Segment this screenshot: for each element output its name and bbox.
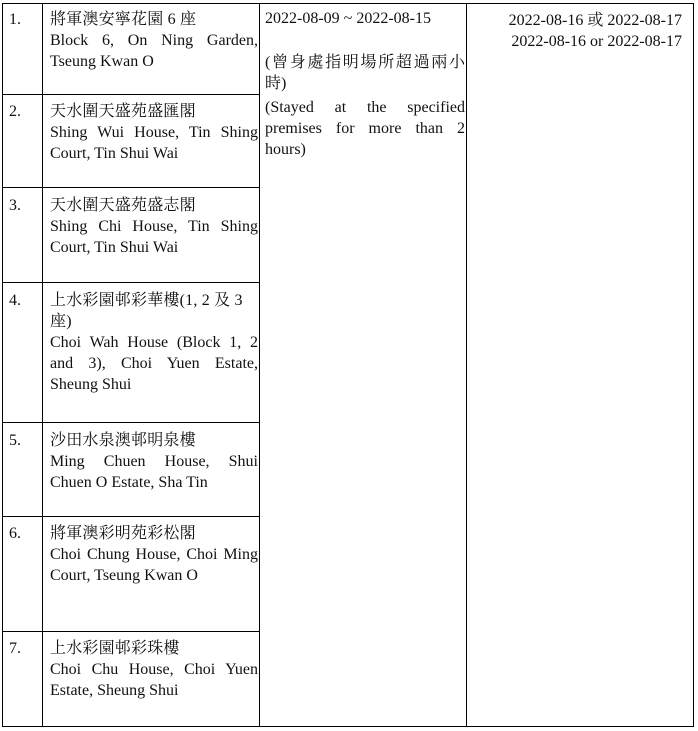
premises-name-en: Ming Chuen House, Shui Chuen O Estate, Sha Tin	[50, 453, 258, 491]
premises-cell	[50, 638, 258, 701]
premises-name-zh: 天水圍天盛苑盛志閣	[50, 197, 196, 214]
visit-note-zh: (曾身處指明場所超過兩小時)	[265, 54, 465, 92]
table-border-top	[2, 3, 694, 4]
premises-name-en: Choi Chung House, Choi Ming Court, Tseung Kwan O	[50, 546, 258, 584]
premises-cell	[50, 523, 258, 586]
row-divider	[2, 282, 260, 283]
premises-name-zh: 沙田水泉澳邨明泉樓	[50, 432, 196, 449]
visit-note-en: (Stayed at the specified premises for more than 2 hours)	[265, 99, 465, 158]
premises-name-en: Shing Wui House, Tin Shing Court, Tin Shui Wai	[50, 124, 258, 162]
premises-name-zh: 上水彩園邨彩華樓(1, 2 及 3 座)	[50, 292, 243, 330]
row-divider	[2, 187, 260, 188]
column-divider	[42, 3, 43, 727]
column-divider	[259, 3, 260, 727]
test-dates-zh: 2022-08-16 或 2022-08-17	[508, 12, 682, 29]
premises-cell	[50, 290, 258, 395]
premises-name-en: Choi Wah House (Block 1, 2 and 3), Choi Yuen Estate, Sheung Shui	[50, 334, 258, 393]
visit-date-range: 2022-08-09 ~ 2022-08-15	[265, 10, 431, 27]
row-number: 6.	[9, 525, 21, 542]
premises-cell	[50, 9, 258, 72]
premises-name-zh: 將軍澳彩明苑彩松閣	[50, 525, 196, 542]
premises-cell	[50, 195, 258, 258]
row-divider	[2, 631, 260, 632]
row-number: 1.	[9, 11, 21, 28]
row-number: 2.	[9, 103, 21, 120]
premises-name-en: Choi Chu House, Choi Yuen Estate, Sheung Shui	[50, 661, 258, 699]
premises-name-zh: 將軍澳安寧花園 6 座	[50, 11, 197, 28]
row-divider	[2, 94, 260, 95]
row-number: 3.	[9, 197, 21, 214]
test-dates-en: 2022-08-16 or 2022-08-17	[511, 33, 682, 50]
row-number: 4.	[9, 292, 21, 309]
premises-table	[2, 3, 694, 727]
table-border-left	[2, 3, 3, 727]
premises-cell	[50, 101, 258, 164]
premises-name-zh: 天水圍天盛苑盛匯閣	[50, 103, 196, 120]
row-divider	[2, 516, 260, 517]
column-divider	[466, 3, 467, 727]
premises-name-zh: 上水彩園邨彩珠樓	[50, 640, 180, 657]
row-divider	[2, 422, 260, 423]
row-number: 7.	[9, 640, 21, 657]
table-border-bottom	[2, 726, 694, 727]
table-border-right	[693, 3, 694, 727]
premises-name-en: Shing Chi House, Tin Shing Court, Tin Shui Wai	[50, 218, 258, 256]
row-number: 5.	[9, 432, 21, 449]
premises-name-en: Block 6, On Ning Garden, Tseung Kwan O	[50, 32, 258, 70]
premises-cell	[50, 430, 258, 493]
